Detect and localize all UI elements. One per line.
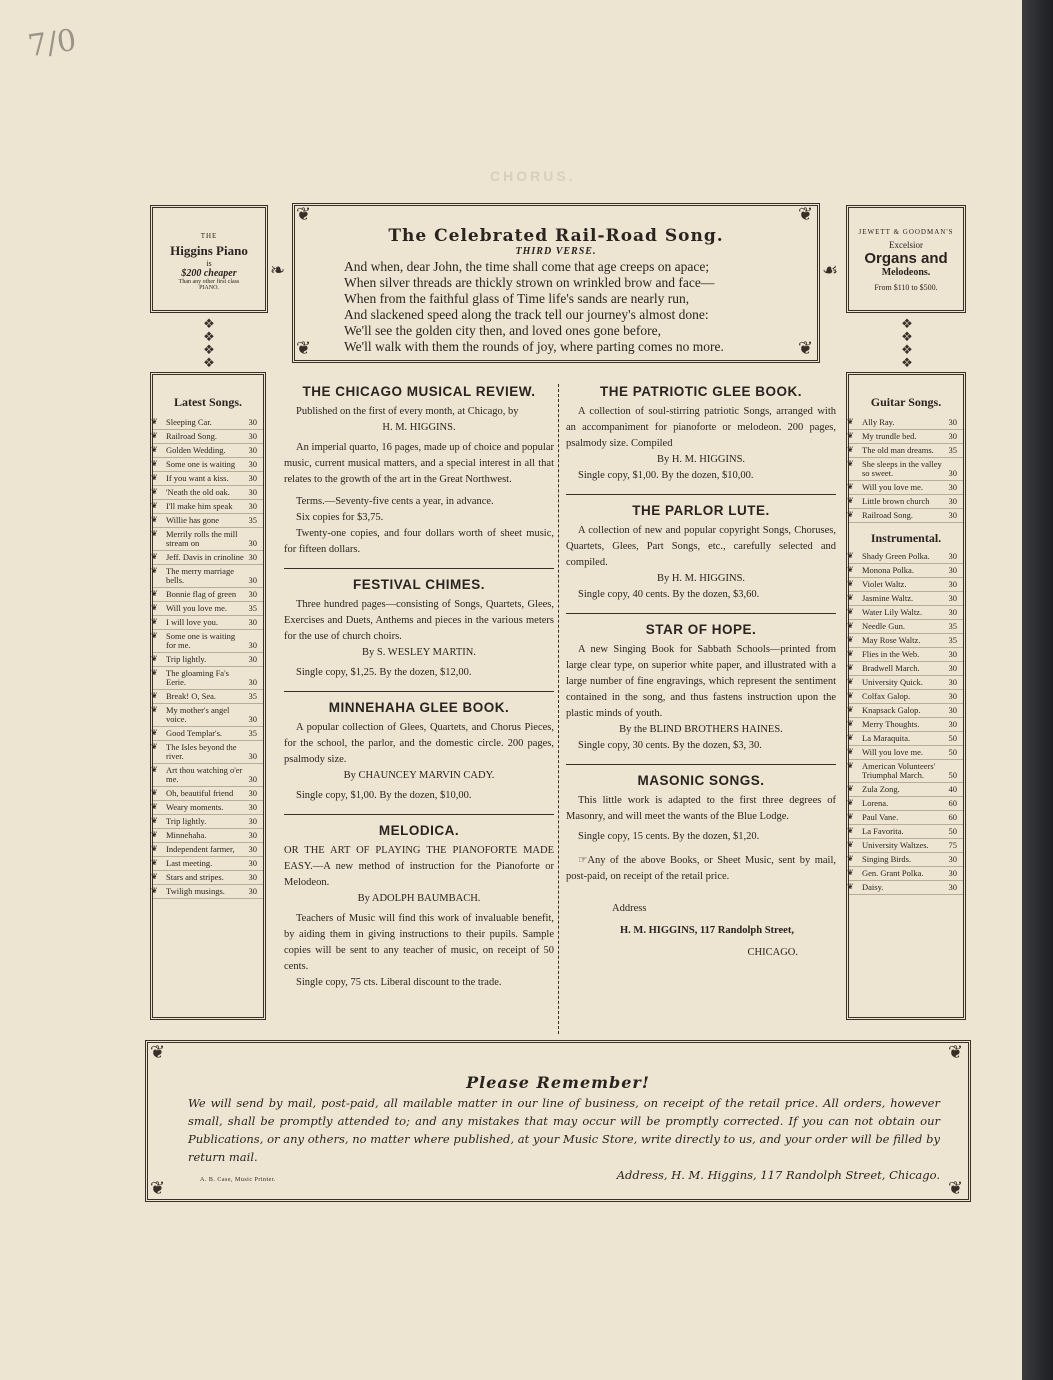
item-price: 30	[948, 854, 957, 864]
melodica-sub: OR THE ART OF PLAYING THE PIANOFORTE MADE EASY.—A new method of instruction for the Pianoforte or Melodeon.	[284, 845, 554, 888]
item-price: 35	[248, 728, 257, 738]
item-title: Paul Vane.	[862, 812, 899, 822]
ghost-bleed-text: CHORUS.	[490, 168, 576, 184]
item-price: 35	[248, 691, 257, 701]
patriotic-desc: A collection of soul-stirring patriotic Songs, arranged with an accompaniment for pianoforte or melodeon. 200 pages, psalmody size. Compiled	[566, 406, 836, 449]
item-title: My trundle bed.	[862, 431, 917, 441]
item-price: 30	[248, 774, 257, 784]
left-column	[284, 378, 554, 991]
masonic-note: ☞Any of the above Books, or Sheet Music, sent by mail, post-paid, on receipt of the retail price.	[566, 855, 836, 882]
item-title: Railroad Song.	[166, 431, 217, 441]
instrumental-heading: Instrumental.	[870, 531, 942, 545]
item-price: 30	[948, 719, 957, 729]
list-item	[849, 550, 963, 564]
item-price: 50	[948, 770, 957, 780]
item-title: Weary moments.	[166, 802, 224, 812]
masonic-desc: This little work is adapted to the first three degrees of Masonry, and will meet the wants of the Blue Lodge.	[566, 795, 836, 822]
corner-flourish-icon: ❦	[296, 338, 312, 359]
list-item	[153, 843, 263, 857]
section-rule	[284, 568, 554, 569]
list-item	[153, 602, 263, 616]
item-price: 30	[248, 802, 257, 812]
item-title: Trip lightly.	[166, 654, 207, 664]
please-remember-box	[145, 1040, 971, 1202]
list-item	[849, 732, 963, 746]
list-item	[153, 630, 263, 653]
review-intro: Published on the first of every month, at Chicago, by	[296, 406, 519, 417]
guitar-songs-list	[849, 416, 963, 523]
chain-ornament-left: ❖ ❖ ❖ ❖	[203, 318, 215, 370]
list-item	[153, 885, 263, 899]
item-price: 30	[248, 575, 257, 585]
item-title: Lorena.	[862, 798, 889, 808]
masonic-title: MASONIC SONGS.	[637, 773, 765, 788]
corner-flourish-icon: ❦	[948, 1042, 964, 1063]
list-item	[849, 606, 963, 620]
item-price: 60	[948, 812, 957, 822]
star-title: STAR OF HOPE.	[645, 622, 757, 637]
item-price: 30	[948, 649, 957, 659]
minnehaha-by: By CHAUNCEY MARVIN CADY.	[343, 770, 495, 781]
list-item	[849, 648, 963, 662]
song-line: When from the faithful glass of Time life's sands are nearly run,	[344, 291, 690, 306]
latest-songs-list	[153, 416, 263, 899]
star-section	[566, 622, 836, 765]
item-title: Will you love me.	[862, 747, 924, 757]
review-six: Six copies for $3,75.	[296, 512, 384, 523]
address-city: CHICAGO.	[747, 947, 798, 958]
list-item	[849, 839, 963, 853]
corner-flourish-icon: ❦	[150, 1042, 166, 1063]
item-title: Needle Gun.	[862, 621, 905, 631]
organs-ad-line3: Organs and	[864, 250, 948, 267]
item-title: Knapsack Galop.	[862, 705, 921, 715]
item-title: Shady Green Polka.	[862, 551, 930, 561]
list-item	[153, 815, 263, 829]
item-title: May Rose Waltz.	[862, 635, 921, 645]
list-item	[153, 653, 263, 667]
item-title: She sleeps in the valley so sweet.	[862, 459, 942, 478]
melodica-desc: Teachers of Music will find this work of invaluable benefit, by aiding them in giving instructions to their pupils. Sample copies will be sent to any teacher of music, on receipt of 50 cents.	[284, 913, 554, 972]
address-label: Address	[612, 903, 647, 914]
masonic-section	[566, 773, 836, 961]
list-item	[153, 690, 263, 704]
remember-signature: Address, H. M. Higgins, 117 Randolph Street, Chicago.	[616, 1168, 940, 1182]
item-price: 30	[948, 677, 957, 687]
organs-ad-line5: From $110 to $500.	[874, 283, 938, 292]
corner-flourish-icon: ❦	[948, 1178, 964, 1199]
chain-ornament-right: ❖ ❖ ❖ ❖	[901, 318, 913, 370]
song-line: And when, dear John, the time shall come that age creeps on apace;	[344, 259, 710, 274]
item-price: 30	[248, 473, 257, 483]
piano-ad-line4: $200 cheaper	[181, 268, 237, 279]
list-item	[153, 667, 263, 690]
item-price: 35	[948, 621, 957, 631]
lute-desc: A collection of new and popular copyright Songs, Choruses, Quartets, Glees, Part Songs, etc., carefully selected and compiled.	[566, 525, 836, 568]
list-item	[153, 500, 263, 514]
item-title: Singing Birds.	[862, 854, 912, 864]
item-title: Some one is waiting	[166, 459, 236, 469]
item-title: La Favorita.	[862, 826, 904, 836]
item-title: Oh, beautiful friend	[166, 788, 234, 798]
list-item	[153, 588, 263, 602]
list-item	[849, 811, 963, 825]
list-item	[153, 528, 263, 551]
item-price: 30	[248, 617, 257, 627]
item-price: 30	[248, 858, 257, 868]
item-price: 30	[948, 579, 957, 589]
item-price: 30	[248, 714, 257, 724]
song-line: When silver threads are thickly strown on wrinkled brow and face—	[344, 275, 715, 290]
list-item	[153, 764, 263, 787]
piano-ad	[150, 205, 268, 313]
piano-ad-line1: THE	[200, 232, 218, 240]
item-title: Bradwell March.	[862, 663, 920, 673]
item-title: Independent farmer,	[166, 844, 235, 854]
item-title: The gloaming Fa's Eerie.	[166, 668, 229, 687]
item-title: Willie has gone	[166, 515, 220, 525]
lute-section	[566, 503, 836, 614]
review-desc: An imperial quarto, 16 pages, made up of choice and popular music, current musical matters, and a special interest in all that relates to the growth of the art in the Great Northwest.	[284, 442, 554, 485]
minnehaha-desc: A popular collection of Glees, Quartets, and Chorus Pieces, for the school, the parlor, and the domestic circle. 200 pages, psalmody size.	[284, 722, 554, 765]
item-title: Break! O, Sea.	[166, 691, 217, 701]
organs-ad-line4: Melodeons.	[881, 267, 931, 278]
organs-ad	[846, 205, 966, 313]
item-title: Will you love me.	[166, 603, 228, 613]
item-title: Twiligh musings.	[166, 886, 225, 896]
column-divider	[558, 384, 559, 1034]
minnehaha-title: MINNEHAHA GLEE BOOK.	[328, 700, 510, 715]
remember-title: Please Remember!	[466, 1073, 650, 1092]
item-price: 30	[248, 487, 257, 497]
item-price: 30	[948, 551, 957, 561]
list-item	[849, 662, 963, 676]
guitar-songs-box	[846, 372, 966, 1020]
item-title: Jasmine Waltz.	[862, 593, 914, 603]
corner-flourish-icon: ❦	[150, 1178, 166, 1199]
section-rule	[284, 814, 554, 815]
item-price: 30	[248, 830, 257, 840]
item-title: The old man dreams.	[862, 445, 934, 455]
lute-price: Single copy, 40 cents. By the dozen, $3,60.	[578, 589, 760, 600]
list-item	[849, 564, 963, 578]
item-title: Golden Wedding.	[166, 445, 226, 455]
list-item	[849, 578, 963, 592]
item-price: 35	[248, 515, 257, 525]
list-item	[849, 676, 963, 690]
melodica-by: By ADOLPH BAUMBACH.	[357, 893, 481, 904]
item-title: Merry Thoughts.	[862, 719, 920, 729]
scroll-flourish-icon: ☙	[822, 260, 839, 281]
item-price: 30	[948, 663, 957, 673]
list-item	[849, 746, 963, 760]
item-price: 30	[948, 417, 957, 427]
item-title: Some one is waiting for me.	[166, 631, 236, 650]
list-item	[153, 829, 263, 843]
list-item	[849, 690, 963, 704]
list-item	[849, 867, 963, 881]
review-terms: Terms.—Seventy-five cents a year, in advance.	[296, 496, 494, 507]
item-price: 30	[948, 705, 957, 715]
item-title: Gen. Grant Polka.	[862, 868, 924, 878]
list-item	[849, 430, 963, 444]
lute-title: THE PARLOR LUTE.	[632, 503, 770, 518]
review-section	[284, 384, 554, 569]
item-price: 30	[248, 445, 257, 455]
scroll-flourish-icon: ❧	[270, 260, 286, 281]
list-item	[153, 514, 263, 528]
list-item	[849, 634, 963, 648]
item-price: 30	[948, 691, 957, 701]
item-title: Will you love me.	[862, 482, 924, 492]
star-desc: A new Singing Book for Sabbath Schools—printed from large clear type, on superior white paper, and illustrated with a large number of fine engravings, which represent the sentiment contained in the song, and thus fastens instruction upon the plastic minds of youth.	[566, 644, 836, 719]
item-price: 30	[248, 677, 257, 687]
review-by: H. M. HIGGINS.	[382, 422, 456, 433]
item-title: I'll make him speak	[166, 501, 233, 511]
item-price: 60	[948, 798, 957, 808]
list-item	[153, 444, 263, 458]
item-price: 30	[248, 751, 257, 761]
item-price: 30	[248, 552, 257, 562]
list-item	[849, 853, 963, 867]
book-spine	[1022, 0, 1053, 1380]
list-item	[849, 416, 963, 430]
corner-flourish-icon: ❦	[798, 204, 814, 225]
item-title: The merry marriage bells.	[166, 566, 234, 585]
item-price: 30	[248, 538, 257, 548]
review-twenty: Twenty-one copies, and four dollars worth of sheet music, for fifteen dollars.	[284, 528, 554, 555]
item-title: I will love you.	[166, 617, 218, 627]
chimes-by: By S. WESLEY MARTIN.	[362, 647, 476, 658]
item-price: 30	[948, 496, 957, 506]
item-title: Monona Polka.	[862, 565, 914, 575]
latest-songs-heading: Latest Songs.	[173, 395, 242, 409]
organs-ad-line2: Excelsior	[889, 240, 923, 250]
list-item	[849, 797, 963, 811]
item-title: Ally Ray.	[862, 417, 895, 427]
list-item	[849, 481, 963, 495]
list-item	[849, 458, 963, 481]
item-price: 30	[248, 872, 257, 882]
item-title: American Volunteers' Triumphal March.	[862, 761, 936, 780]
list-item	[849, 760, 963, 783]
list-item	[153, 871, 263, 885]
item-title: Railroad Song.	[862, 510, 913, 520]
list-item	[153, 857, 263, 871]
list-item	[153, 486, 263, 500]
list-item	[849, 509, 963, 523]
item-price: 30	[248, 431, 257, 441]
item-title: Little brown church	[862, 496, 930, 506]
list-item	[153, 565, 263, 588]
list-item	[849, 881, 963, 895]
star-by: By the BLIND BROTHERS HAINES.	[619, 724, 783, 735]
lute-by: By H. M. HIGGINS.	[656, 573, 746, 584]
section-rule	[284, 691, 554, 692]
minnehaha-section	[284, 700, 554, 815]
song-line: And slackened speed along the track tell our journey's almost done:	[344, 307, 709, 322]
item-price: 30	[248, 640, 257, 650]
item-title: Art thou watching o'er me.	[166, 765, 243, 784]
section-rule	[566, 494, 836, 495]
melodica-price: Single copy, 75 cts. Liberal discount to the trade.	[296, 977, 502, 988]
item-title: Colfax Galop.	[862, 691, 911, 701]
item-price: 30	[248, 589, 257, 599]
item-title: Last meeting.	[166, 858, 213, 868]
patriotic-section	[566, 384, 836, 495]
item-title: Daisy.	[862, 882, 884, 892]
item-title: Flies in the Web.	[862, 649, 920, 659]
pencil-mark: 7/0	[25, 22, 79, 65]
item-title: Bonnie flag of green	[166, 589, 237, 599]
corner-flourish-icon: ❦	[798, 338, 814, 359]
item-title: University Waltzes.	[862, 840, 929, 850]
item-price: 30	[948, 607, 957, 617]
item-price: 30	[948, 882, 957, 892]
item-title: Sleeping Car.	[166, 417, 212, 427]
item-price: 75	[948, 840, 957, 850]
item-price: 30	[248, 816, 257, 826]
item-price: 30	[948, 593, 957, 603]
star-price: Single copy, 30 cents. By the dozen, $3, 30.	[578, 740, 762, 751]
piano-ad-line6: PIANO.	[199, 285, 219, 291]
item-price: 30	[948, 482, 957, 492]
item-price: 30	[248, 886, 257, 896]
review-title: THE CHICAGO MUSICAL REVIEW.	[302, 384, 536, 399]
melodica-section	[284, 823, 554, 991]
guitar-songs-heading: Guitar Songs.	[870, 395, 942, 409]
item-price: 30	[948, 431, 957, 441]
list-item	[849, 495, 963, 509]
item-title: Good Templar's.	[166, 728, 223, 738]
item-price: 35	[948, 635, 957, 645]
list-item	[153, 727, 263, 741]
chimes-section	[284, 577, 554, 692]
song-line: We'll see the golden city then, and loved ones gone before,	[344, 323, 661, 338]
masonic-price: Single copy, 15 cents. By the dozen, $1,20.	[578, 831, 760, 842]
item-price: 30	[248, 844, 257, 854]
item-price: 30	[248, 417, 257, 427]
item-title: My mother's angel voice.	[166, 705, 230, 724]
list-item	[849, 718, 963, 732]
item-title: Minnehaha.	[166, 830, 207, 840]
list-item	[153, 801, 263, 815]
minnehaha-price: Single copy, $1,00. By the dozen, $10,00.	[296, 790, 472, 801]
item-price: 40	[948, 784, 957, 794]
chimes-price: Single copy, $1,25. By the dozen, $12,00.	[296, 667, 472, 678]
item-price: 30	[948, 565, 957, 575]
section-rule	[566, 613, 836, 614]
piano-ad-line5: Than any other first class	[178, 279, 240, 285]
item-title: Violet Waltz.	[862, 579, 907, 589]
item-price: 30	[248, 459, 257, 469]
item-title: Merrily rolls the mill stream on	[166, 529, 238, 548]
item-price: 50	[948, 747, 957, 757]
item-title: Trip lightly.	[166, 816, 207, 826]
chimes-desc: Three hundred pages—consisting of Songs, Quartets, Glees, Exercises and Duets, Anthems and pieces in the various meters for the use of church choirs.	[284, 599, 554, 642]
list-item	[849, 444, 963, 458]
right-column	[566, 378, 836, 961]
list-item	[153, 741, 263, 764]
address-line: H. M. HIGGINS, 117 Randolph Street,	[620, 925, 794, 936]
item-title: Stars and stripes.	[166, 872, 224, 882]
list-item	[153, 616, 263, 630]
item-title: Jeff. Davis in crinoline	[166, 552, 244, 562]
item-price: 30	[948, 868, 957, 878]
item-price: 30	[948, 510, 957, 520]
list-item	[153, 551, 263, 565]
piano-ad-line2: Higgins Piano	[170, 243, 248, 258]
rail-road-song	[292, 203, 820, 363]
item-title: Water Lily Waltz.	[862, 607, 923, 617]
patriotic-title: THE PATRIOTIC GLEE BOOK.	[599, 384, 802, 399]
organs-ad-line1: JEWETT & GOODMAN'S	[858, 228, 954, 236]
item-title: 'Neath the old oak.	[166, 487, 230, 497]
corner-flourish-icon: ❦	[296, 204, 312, 225]
item-title: La Maraquita.	[862, 733, 911, 743]
item-title: University Quick.	[862, 677, 923, 687]
item-price: 50	[948, 733, 957, 743]
item-price: 30	[248, 501, 257, 511]
item-title: The Isles beyond the river.	[166, 742, 237, 761]
latest-songs-box	[150, 372, 266, 1020]
chimes-title: FESTIVAL CHIMES.	[352, 577, 485, 592]
instrumental-list	[849, 550, 963, 895]
song-line: We'll walk with them the rounds of joy, where parting comes no more.	[344, 339, 724, 354]
item-title: If you want a kiss.	[166, 473, 229, 483]
item-price: 30	[248, 654, 257, 664]
item-price: 50	[948, 826, 957, 836]
song-title: The Celebrated Rail-Road Song.	[388, 226, 724, 246]
item-price: 30	[248, 788, 257, 798]
item-price: 30	[948, 468, 957, 478]
list-item	[153, 787, 263, 801]
list-item	[849, 825, 963, 839]
list-item	[153, 430, 263, 444]
list-item	[849, 704, 963, 718]
list-item	[849, 592, 963, 606]
song-verse-label: THIRD VERSE.	[515, 246, 597, 257]
item-price: 35	[948, 445, 957, 455]
patriotic-price: Single copy, $1,00. By the dozen, $10,00.	[578, 470, 754, 481]
song-lines	[344, 259, 817, 355]
list-item	[153, 704, 263, 727]
list-item	[153, 416, 263, 430]
item-price: 35	[248, 603, 257, 613]
item-title: Zula Zong.	[862, 784, 900, 794]
remember-body: We will send by mail, post-paid, all mailable matter in our line of business, on receipt of the retail price. All orders, however small, shall be promptly attended to; and any mistakes that may occur will be promptly corrected. If you can not obtain our Publications, or any others, no matter where published, at your Music Store, write directly to us, and your order will be filled by return mail.	[188, 1096, 940, 1164]
piano-ad-line3: is	[206, 259, 212, 268]
section-rule	[566, 764, 836, 765]
list-item	[849, 783, 963, 797]
list-item	[849, 620, 963, 634]
melodica-title: MELODICA.	[378, 823, 460, 838]
list-item	[153, 458, 263, 472]
patriotic-by: By H. M. HIGGINS.	[656, 454, 746, 465]
printer-credit: A. B. Case, Music Printer.	[200, 1177, 276, 1183]
list-item	[153, 472, 263, 486]
